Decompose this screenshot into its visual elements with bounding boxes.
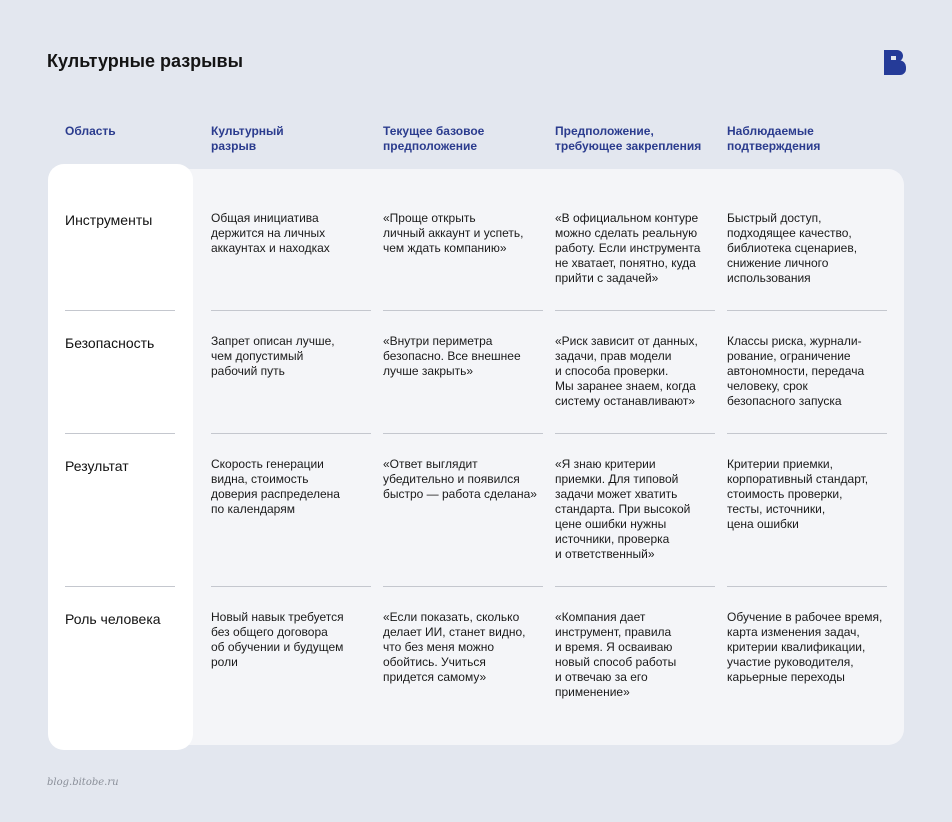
row-divider: [555, 310, 715, 311]
row-divider: [383, 310, 543, 311]
bitobe-logo-icon: [884, 50, 906, 75]
row-divider: [555, 586, 715, 587]
cell-tools-target: «В официальном контуре можно сделать реальную работу. Если инструмента не хватает, понятно, куда прийти с задачей»: [555, 211, 701, 285]
row-divider: [65, 586, 175, 587]
row-divider: [211, 433, 371, 434]
row-divider: [555, 433, 715, 434]
column-header-target-assumption: Предположение, требующее закрепления: [555, 124, 702, 153]
row-divider: [727, 310, 887, 311]
page-title: Культурные разрывы: [47, 51, 243, 71]
cell-security-evidence: Классы риска, журнали- рование, ограничение автономности, передача человеку, срок безопасного запуска: [727, 334, 865, 408]
row-divider: [727, 586, 887, 587]
column-header-current-assumption: Текущее базовое предположение: [383, 124, 485, 153]
row-divider: [65, 310, 175, 311]
cell-tools-gap: Общая инициатива держится на личных аккаунтах и находках: [211, 211, 330, 255]
cell-result-current: «Ответ выглядит убедительно и появился быстро — работа сделана»: [383, 457, 537, 501]
column-header-observed-evidence: Наблюдаемые подтверждения: [727, 124, 821, 153]
cell-tools-current: «Проще открыть личный аккаунт и успеть, чем ждать компанию»: [383, 211, 524, 255]
row-divider: [727, 433, 887, 434]
row-divider: [211, 310, 371, 311]
cell-human-role-evidence: Обучение в рабочее время, карта изменения задач, критерии квалификации, участие руководителя, карьерные переходы: [727, 610, 883, 684]
cell-result-evidence: Критерии приемки, корпоративный стандарт, стоимость проверки, тесты, источники, цена ошибки: [727, 457, 869, 531]
cell-human-role-target: «Компания дает инструмент, правила и время. Я осваиваю новый способ работы и отвечаю за его применение»: [555, 610, 677, 699]
row-title-result: Результат: [65, 458, 129, 474]
row-divider: [383, 433, 543, 434]
cell-human-role-current: «Если показать, сколько делает ИИ, станет видно, что без меня можно обойтись. Учиться придется самому»: [383, 610, 526, 684]
column-header-area: Область: [65, 124, 116, 138]
row-divider: [65, 433, 175, 434]
area-column-panel: [48, 164, 193, 750]
cell-security-gap: Запрет описан лучше, чем допустимый рабочий путь: [211, 334, 335, 378]
cell-result-gap: Скорость генерации видна, стоимость доверия распределена по календарям: [211, 457, 340, 516]
cell-security-current: «Внутри периметра безопасно. Все внешнее лучше закрыть»: [383, 334, 521, 378]
row-divider: [383, 586, 543, 587]
cell-human-role-gap: Новый навык требуется без общего договора об обучении и будущем роли: [211, 610, 344, 669]
row-title-security: Безопасность: [65, 335, 155, 351]
row-title-human-role: Роль человека: [65, 611, 161, 627]
cell-result-target: «Я знаю критерии приемки. Для типовой задачи может хватить стандарта. При высокой цене ошибки нужны источники, проверка и ответственный»: [555, 457, 691, 561]
cell-security-target: «Риск зависит от данных, задачи, прав модели и способа проверки. Мы заранее знаем, когда систему останавливают»: [555, 334, 698, 408]
row-divider: [211, 586, 371, 587]
cell-tools-evidence: Быстрый доступ, подходящее качество, библиотека сценариев, снижение личного использования: [727, 211, 858, 285]
column-header-cultural-gap: Культурный разрыв: [211, 124, 284, 153]
footer-source-link[interactable]: blog.bitobe.ru: [47, 777, 119, 788]
row-title-tools: Инструменты: [65, 212, 153, 228]
